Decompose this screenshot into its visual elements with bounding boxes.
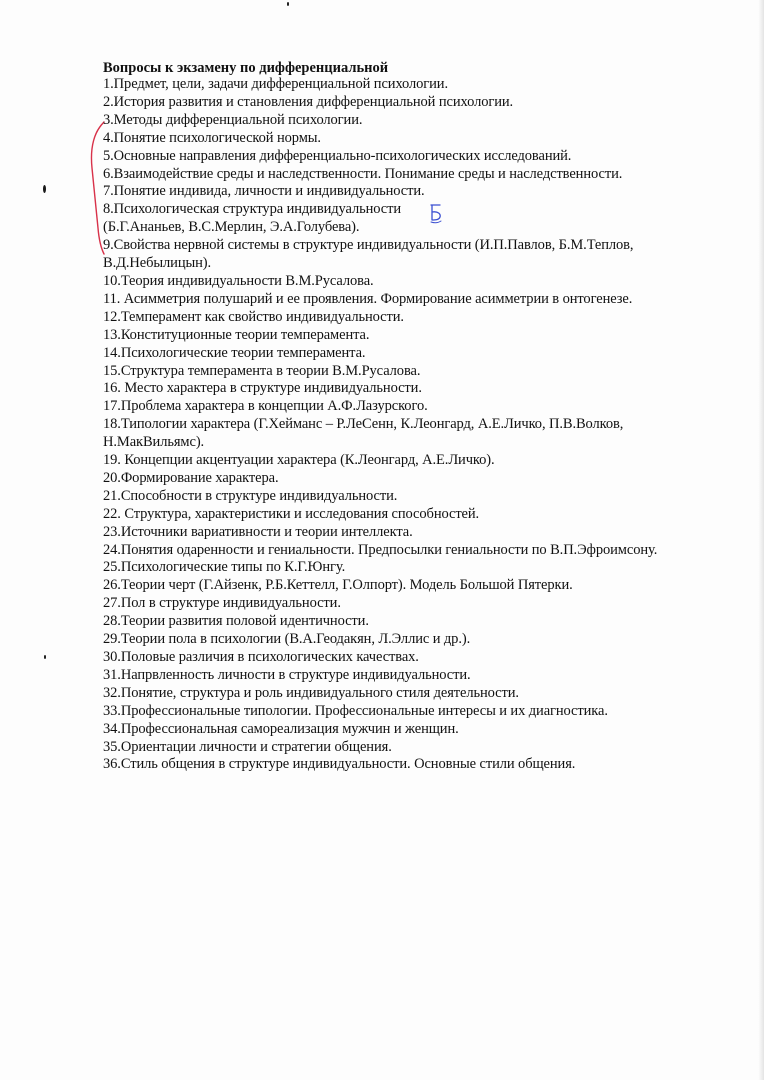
question-item: 27.Пол в структуре индивидуальности. bbox=[103, 595, 341, 612]
question-item: 34.Профессиональная самореализация мужчин и женщин. bbox=[103, 720, 459, 737]
scan-speck-top bbox=[287, 2, 289, 6]
scan-speck-left-upper bbox=[43, 185, 46, 193]
question-item: 3.Методы дифференциальной психологии. bbox=[103, 111, 363, 128]
document-heading: Вопросы к экзамену по дифференциальной bbox=[103, 60, 389, 76]
question-item: 19. Концепции акцентуации характера (К.Леонгард, А.Е.Личко). bbox=[103, 452, 495, 469]
question-item: 23.Источники вариативности и теории интеллекта. bbox=[103, 523, 413, 540]
question-item: 12.Темперамент как свойство индивидуальности. bbox=[103, 308, 404, 325]
question-item: 29.Теории пола в психологии (В.А.Геодакян, Л.Эллис и др.). bbox=[103, 631, 471, 648]
exam-questions-block bbox=[103, 60, 723, 774]
question-item: 6.Взаимодействие среды и наследственности. Понимание среды и наследственности. bbox=[103, 165, 623, 182]
question-item: 28.Теории развития половой идентичности. bbox=[103, 613, 369, 630]
question-item: 26.Теории черт (Г.Айзенк, Р.Б.Кеттелл, Г.Олпорт). Модель Большой Пятерки. bbox=[103, 577, 573, 594]
question-item: 33.Профессиональные типологии. Профессиональные интересы и их диагностика. bbox=[103, 702, 608, 719]
question-item: 13.Конституционные теории темперамента. bbox=[103, 326, 370, 343]
question-item: 25.Психологические типы по К.Г.Юнгу. bbox=[103, 559, 346, 576]
question-item: 18.Типологии характера (Г.Хейманс – Р.ЛеСенн, К.Леонгард, А.Е.Личко, П.В.Волков, Н.МакВильямс). bbox=[103, 416, 624, 451]
question-item: 35.Ориентации личности и стратегии общения. bbox=[103, 738, 392, 755]
question-item: 2.История развития и становления дифференциальной психологии. bbox=[103, 93, 514, 110]
question-item: 30.Половые различия в психологических качествах. bbox=[103, 649, 419, 665]
question-item: 15.Структура темперамента в теории В.М.Русалова. bbox=[103, 362, 421, 379]
question-item: 14.Психологические теории темперамента. bbox=[103, 344, 366, 361]
question-item: 22. Структура, характеристики и исследования способностей. bbox=[103, 505, 480, 522]
question-item: 10.Теория индивидуальности В.М.Русалова. bbox=[103, 272, 374, 289]
question-item: 4.Понятие психологической нормы. bbox=[103, 129, 321, 146]
question-item: 32.Понятие, структура и роль индивидуального стиля деятельности. bbox=[103, 684, 519, 701]
question-item: 16. Место характера в структуре индивидуальности. bbox=[103, 380, 422, 397]
question-item: 9.Свойства нервной системы в структуре индивидуальности (И.П.Павлов, Б.М.Теплов, В.Д.Небылицын). bbox=[103, 237, 634, 272]
scan-speck-left-lower bbox=[44, 655, 46, 659]
question-item: 8.Психологическая структура индивидуальности (Б.Г.Ананьев, В.С.Мерлин, Э.А.Голубева). bbox=[103, 201, 402, 236]
question-item: 17.Проблема характера в концепции А.Ф.Лазурского. bbox=[103, 398, 428, 415]
question-item: 7.Понятие индивида, личности и индивидуальности. bbox=[103, 183, 425, 200]
question-item: 5.Основные направления дифференциально-психологических исследований. bbox=[103, 147, 572, 164]
question-item: 1.Предмет, цели, задачи дифференциальной психологии. bbox=[103, 76, 448, 92]
question-item: 31.Напрвленность личности в структуре индивидуальности. bbox=[103, 666, 471, 683]
question-item: 20.Формирование характера. bbox=[103, 469, 279, 486]
question-item: 36.Стиль общения в структуре индивидуальности. Основные стили общения. bbox=[103, 756, 576, 773]
question-item: 21.Способности в структуре индивидуальности. bbox=[103, 487, 398, 504]
page-edge-shadow bbox=[758, 0, 764, 1080]
question-item: 24.Понятия одаренности и гениальности. Предпосылки гениальности по В.П.Эфроимсону. bbox=[103, 541, 658, 558]
questions-list bbox=[103, 76, 723, 774]
question-item: 11. Асимметрия полушарий и ее проявления. Формирование асимметрии в онтогенезе. bbox=[103, 290, 633, 307]
